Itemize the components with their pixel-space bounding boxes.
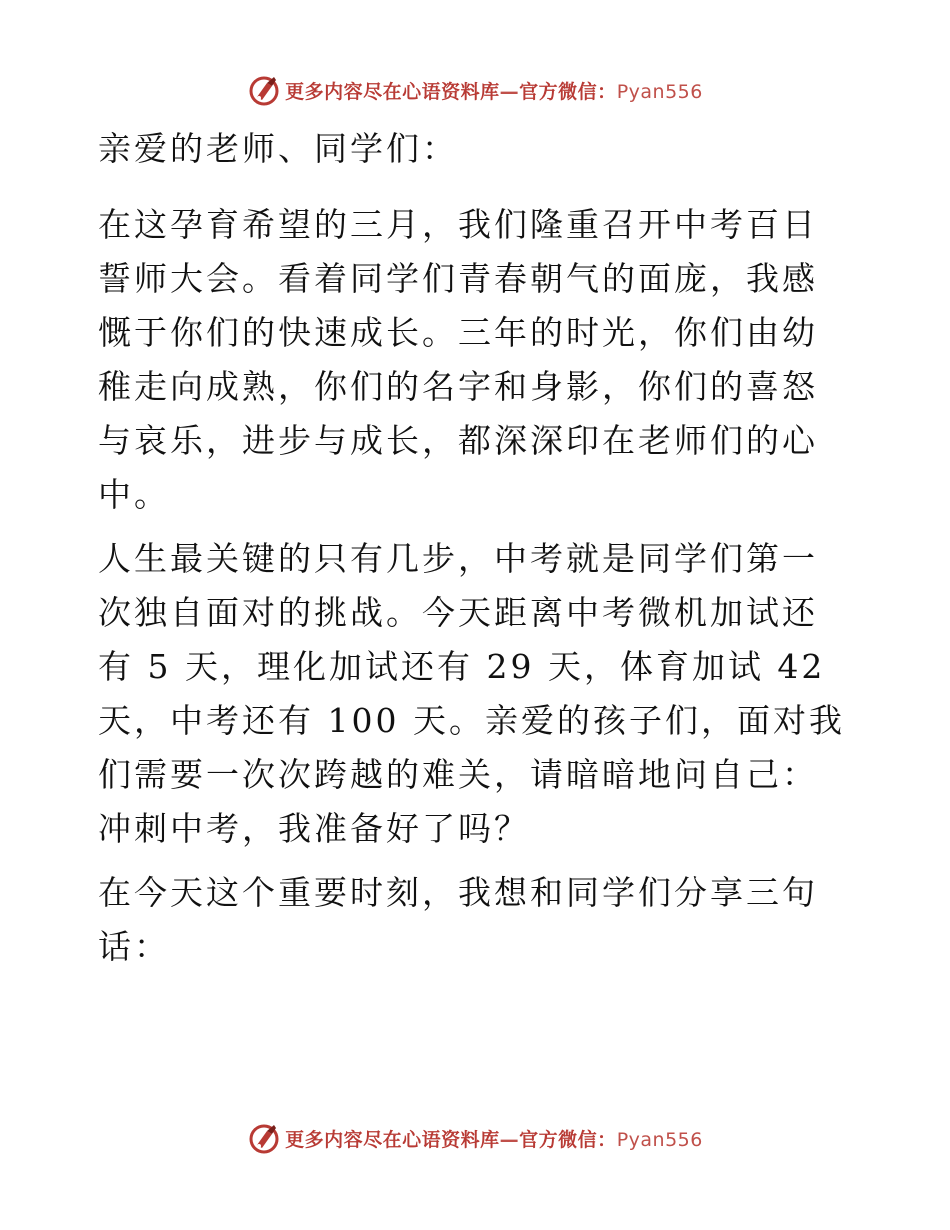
banner-site-text: 更多内容尽在心语资料库 bbox=[285, 80, 500, 103]
banner-separator: — bbox=[499, 1128, 520, 1151]
salutation: 亲爱的老师、同学们： bbox=[98, 129, 458, 168]
banner-wechat-label: 官方微信： bbox=[519, 1128, 617, 1151]
document-body bbox=[98, 122, 850, 984]
banner-text bbox=[285, 77, 703, 104]
banner-separator: — bbox=[499, 80, 520, 103]
paragraph-2: 人生最关键的只有几步，中考就是同学们第一次独自面对的挑战。今天距离中考微机加试还有 5 天，理化加试还有 29 天，体育加试 42 天，中考还有 100 天。亲爱的孩子们，面对我们需要一次次跨越的难关，请暗暗地问自己：冲刺中考，我准备好了吗？ bbox=[98, 539, 845, 848]
banner-wechat-label: 官方微信： bbox=[519, 80, 617, 103]
banner-text bbox=[285, 1125, 703, 1152]
paragraph-1: 在这孕育希望的三月，我们隆重召开中考百日誓师大会。看着同学们青春朝气的面庞，我感慨于你们的快速成长。三年的时光，你们由幼稚走向成熟，你们的名字和身影，你们的喜怒与哀乐，进步与成长，都深深印在老师们的心中。 bbox=[98, 205, 818, 514]
brand-logo-icon bbox=[247, 1121, 281, 1155]
brand-logo-icon bbox=[247, 73, 281, 107]
header-banner bbox=[0, 70, 950, 110]
banner-site-text: 更多内容尽在心语资料库 bbox=[285, 1128, 500, 1151]
paragraph-3: 在今天这个重要时刻，我想和同学们分享三句话： bbox=[98, 873, 818, 966]
banner-wechat-id: Pyan556 bbox=[616, 1128, 703, 1151]
banner-wechat-id: Pyan556 bbox=[616, 80, 703, 103]
footer-banner bbox=[0, 1118, 950, 1158]
